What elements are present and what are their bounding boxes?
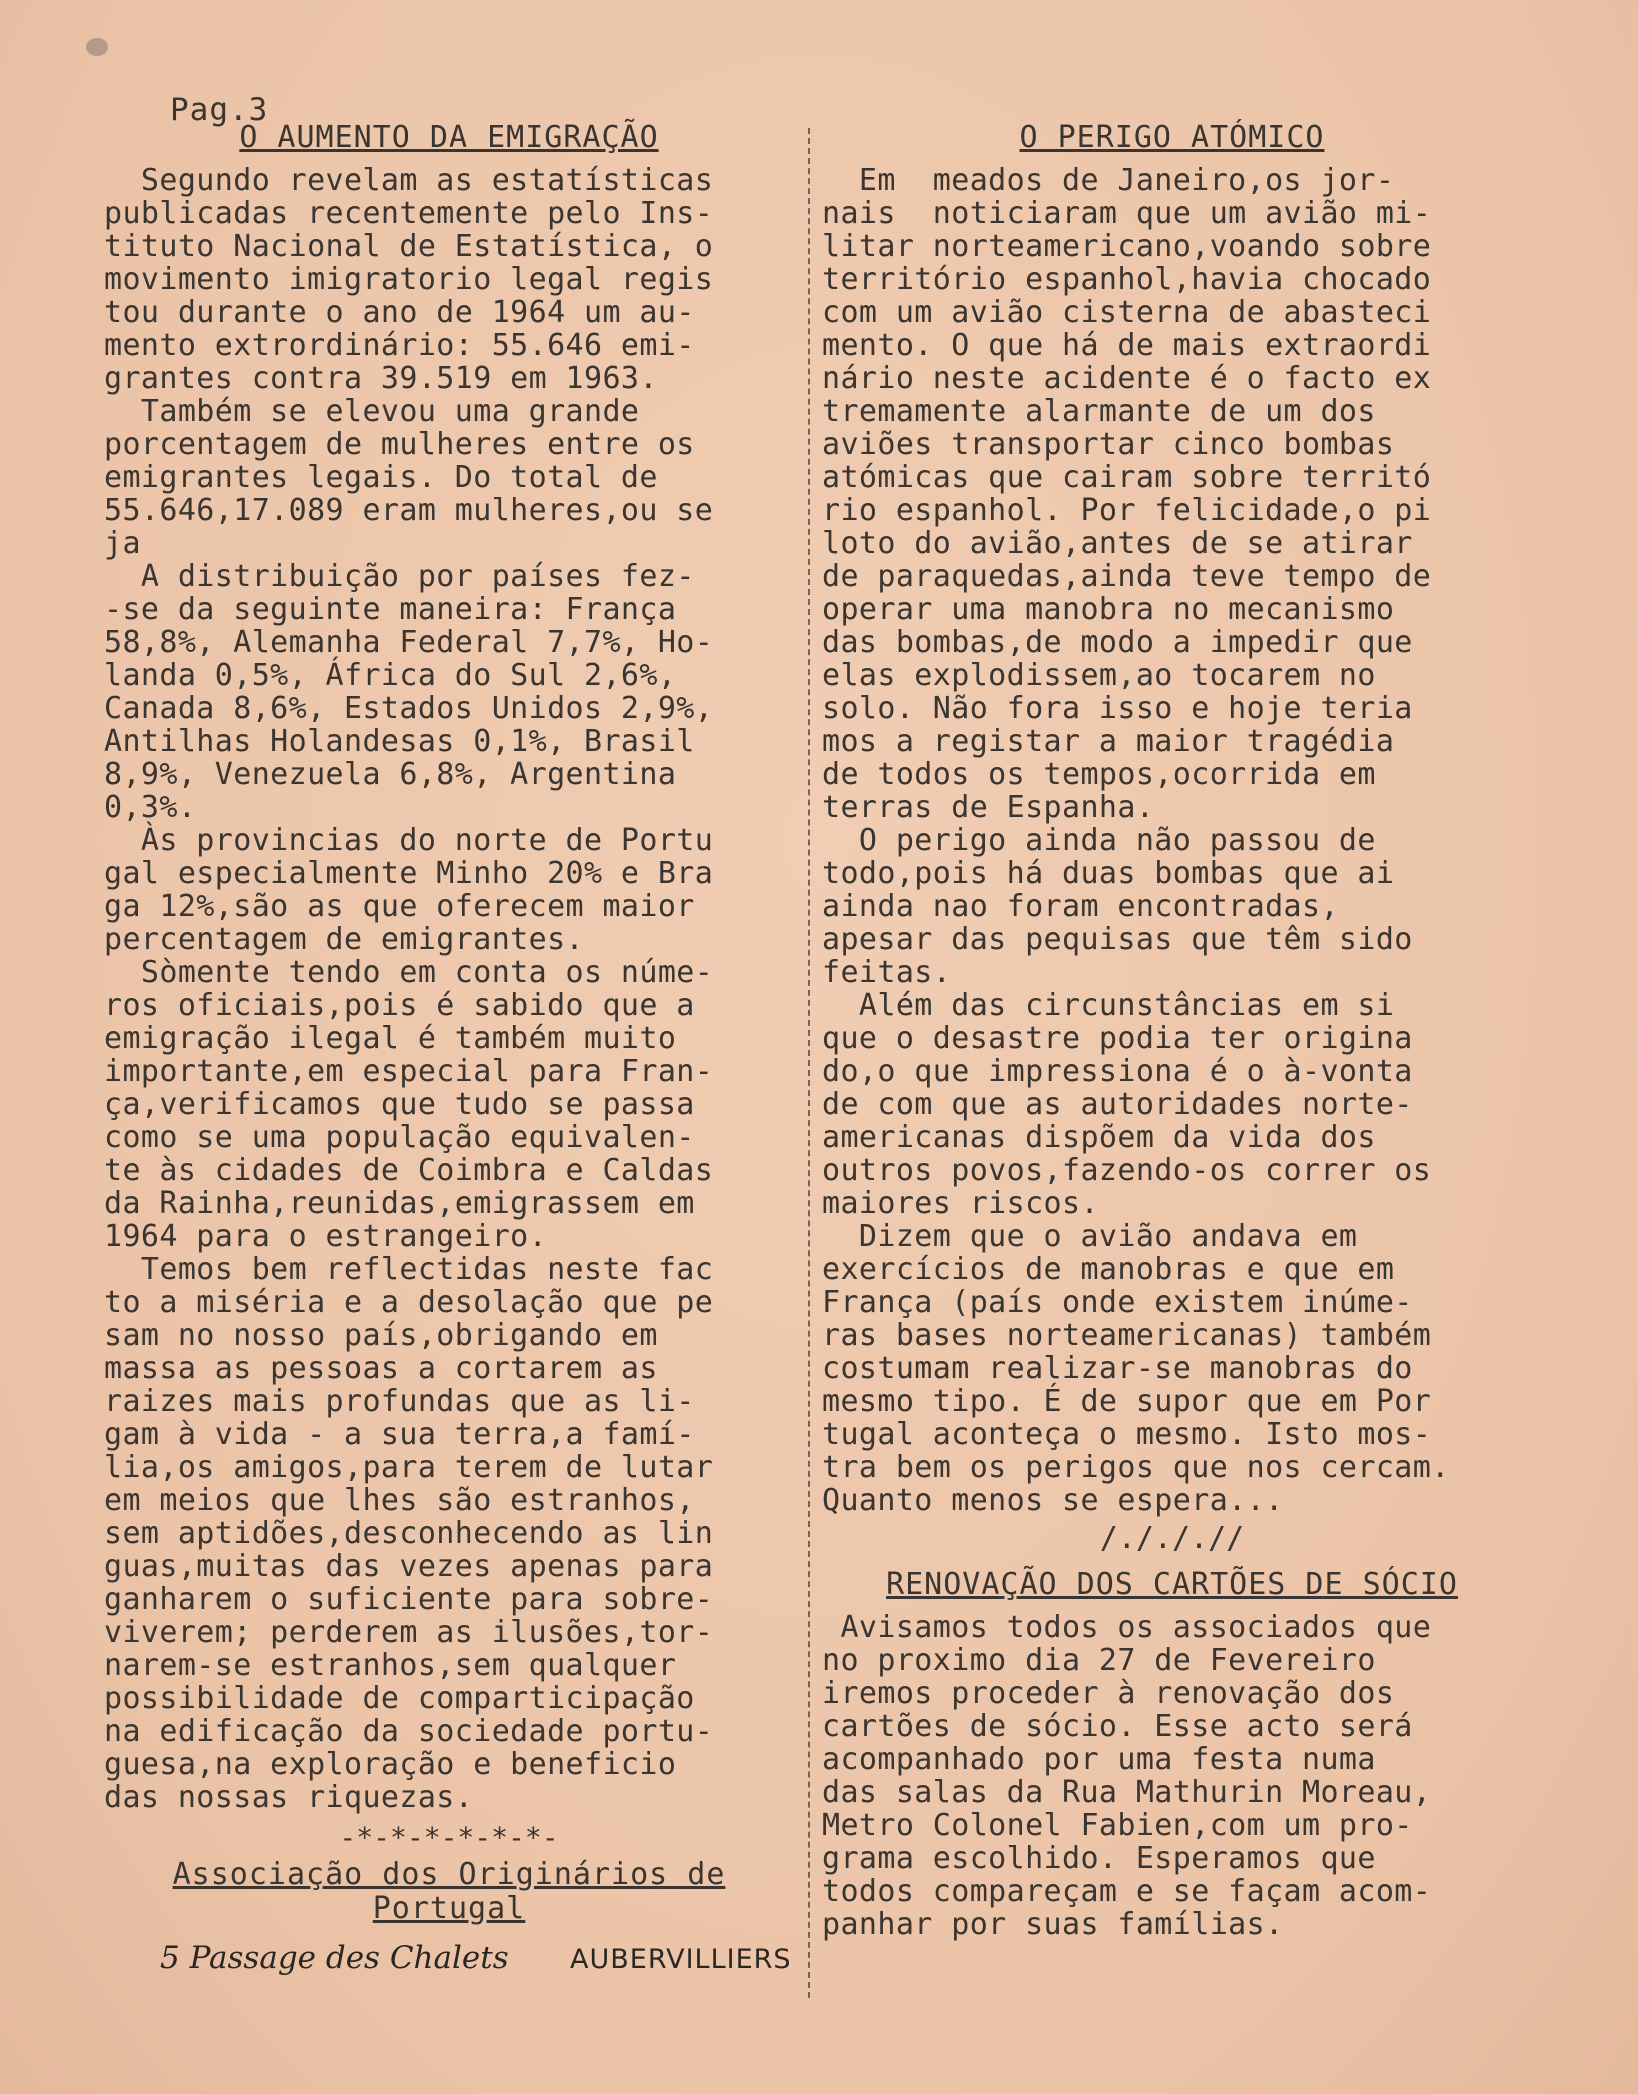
left-article-title: O AUMENTO DA EMIGRAÇÃO: [239, 120, 659, 155]
left-paragraph-6: Temos bem reflectidas neste fac to a miséria e a desolação que pe sam no nosso país,obrigando em massa as pessoas a cortarem as raizes mais profundas que as li- gam à vida - a sua terra,a famí- lia,os amigos,para terem de lutar em meios que lhes são estranhos, sem aptidões,desconhecendo as lin guas,muitas das vezes apenas para ganharem o suficiente para sobre- viverem; perderem as ilusões,tor- narem-se estranhos,sem qualquer possibilidade de comparticipação na edificação da sociedade portu- guesa,na exploração e beneficio das nossas riquezas.: [104, 1252, 714, 1815]
renewal-notice-title: RENOVAÇÃO DOS CARTÕES DE SÓCIO: [886, 1567, 1458, 1602]
page-number: Pag.3: [170, 92, 269, 128]
left-paragraph-3: A distribuição por países fez- -se da seguinte maneira: França 58,8%, Alemanha Federal 7,7%, Ho- landa 0,5%, África do Sul 2,6%, Canada 8,6%, Estados Unidos 2,9%, Antilhas Holandesas 0,1%, Brasil 8,9%, Venezuela 6,8%, Argentina 0,3%.: [104, 559, 714, 825]
right-column: [822, 120, 1522, 1941]
handwritten-address: 5 Passage des Chalets: [160, 1940, 509, 1976]
left-paragraph-2: Também se elevou uma grande porcentagem de mulheres entre os emigrantes legais. Do total de 55.646,17.089 eram mulheres,ou se ja: [104, 394, 714, 561]
left-paragraph-5: Sòmente tendo em conta os núme- ros oficiais,pois é sabido que a emigração ilegal é também muito importante,em especial para Fran- ça,verificamos que tudo se passa como se uma população equivalen- te às cidades de Coimbra e Caldas da Rainha,reunidas,emigrassem em 1964 para o estrangeiro.: [104, 955, 714, 1254]
right-paragraph-3: Além das circunstâncias em si que o desastre podia ter origina do,o que impressiona é o à-vonta de com que as autoridades norte- americanas dispõem da vida dos outros povos,fazendo-os correr os maiores riscos.: [822, 988, 1432, 1221]
right-paragraph-2: O perigo ainda não passou de todo,pois há duas bombas que ai ainda nao foram encontradas, apesar das pequisas que têm sido feitas.: [822, 823, 1413, 990]
renewal-paragraph: Avisamos todos os associados que no proximo dia 27 de Fevereiro iremos proceder à renovação dos cartões de sócio. Esse acto será acompanhado por uma festa numa das salas da Rua Mathurin Moreau, Metro Colonel Fabien,com um pro- grama escolhido. Esperamos que todos compareçam e se façam acom- panhar por suas famílias.: [822, 1610, 1432, 1942]
left-paragraph-1: Segundo revelam as estatísticas publicadas recentemente pelo Ins- tituto Nacional de Estatística, o movimento imigratorio legal regis tou durante o ano de 1964 um au- mento extrordinário: 55.646 emi- grantes contra 39.519 em 1963.: [104, 163, 714, 396]
right-paragraph-1: Em meados de Janeiro,os jor- nais noticiaram que um avião mi- litar norteamericano,voando sobre território espanhol,havia chocado com um avião cisterna de abasteci mento. O que há de mais extraordi nário neste acidente é o facto ex tremamente alarmante de um dos aviões transportar cinco bombas atómicas que cairam sobre territó rio espanhol. Por felicidade,o pi loto do avião,antes de se atirar de paraquedas,ainda teve tempo de operar uma manobra no mecanismo das bombas,de modo a impedir que elas explodissem,ao tocarem no solo. Não fora isso e hoje teria mos a registar a maior tragédia de todos os tempos,ocorrida em terras de Espanha.: [822, 163, 1432, 825]
handwritten-city: AUBERVILLIERS: [570, 1944, 792, 1975]
right-separator: /./././/: [1099, 1521, 1245, 1556]
left-column: [104, 120, 794, 1926]
association-name-line2: Portugal: [372, 1891, 526, 1926]
left-paragraph-4: Às provincias do norte de Portu gal especialmente Minho 20% e Bra ga 12%,são as que oferecem maior percentagem de emigrantes.: [104, 823, 714, 957]
right-paragraph-4: Dizem que o avião andava em exercícios de manobras e que em França (país onde existem inúme- ras bases norteamericanas) também costumam realizar-se manobras do mesmo tipo. É de supor que em Por tugal aconteça o mesmo. Isto mos- tra bem os perigos que nos cercam. Quanto menos se espera...: [822, 1219, 1450, 1518]
right-article-title: O PERIGO ATÓMICO: [1019, 120, 1325, 155]
ink-smudge: [86, 38, 108, 56]
association-name-line1: Associação dos Originários de: [172, 1857, 726, 1892]
left-separator: -*-*-*-*-*-*-: [339, 1821, 559, 1854]
column-divider: [808, 128, 810, 1998]
